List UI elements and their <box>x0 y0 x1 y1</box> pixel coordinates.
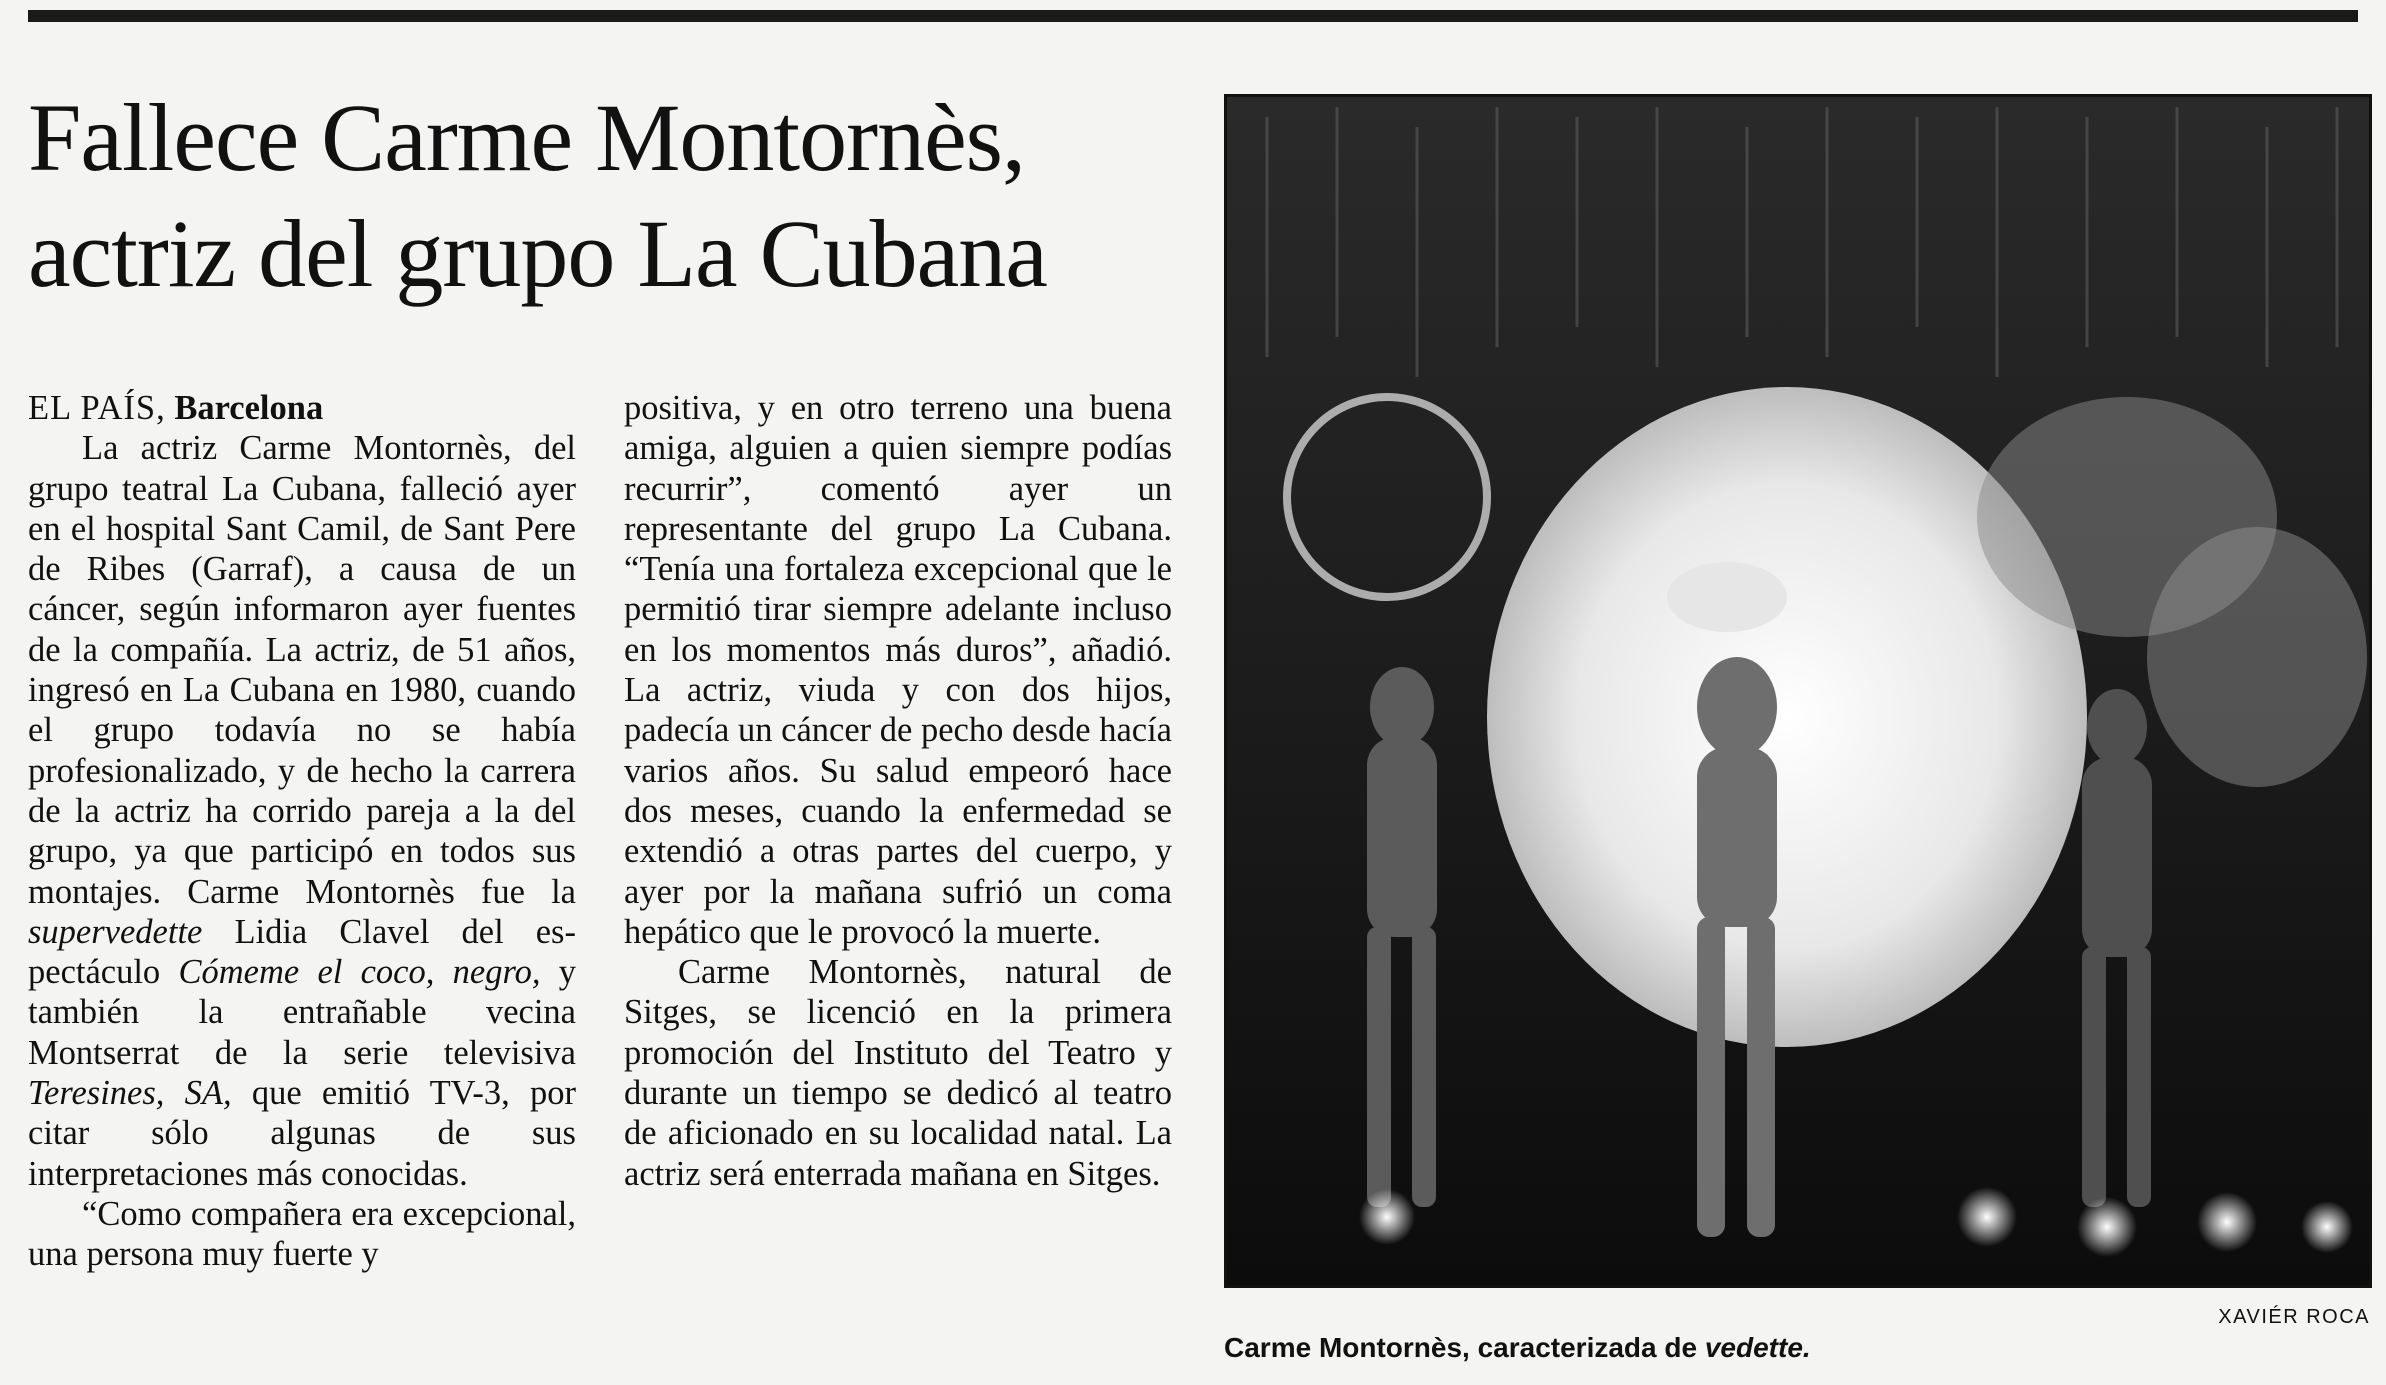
headline <box>28 80 1178 312</box>
paragraph-1-text-c: y también la entrañable vecina Montserrat de la serie televisiva <box>28 953 577 1072</box>
paragraph-3: positiva, y en otro terreno una buena amiga, alguien a quien siempre podías recurrir”, comentó ayer un representante del grupo La Cubana. “Tenía una fortaleza excepcional que le permitió tirar siempre adelante incluso en los momentos más duros”, añadió. La actriz, viuda y con dos hijos, padecía un cáncer de pecho desde hacía varios años. Su salud empeoró hace dos meses, cuando la enfermedad se extendió a otras partes del cuerpo, y ayer por la mañana sufrió un coma hepático que le provocó la muerte. <box>624 389 1172 951</box>
headline-line-2: actriz del grupo La Cubana <box>28 200 1047 307</box>
paragraph-1-text-b: Lidia Clavel del espectáculo <box>28 912 576 992</box>
article-column-2 <box>624 388 1172 1194</box>
paragraph-1-italic-3: Teresines, SA, <box>28 1074 232 1113</box>
paragraph-1-italic-1: supervedette <box>28 912 203 951</box>
paragraph-1 <box>28 428 576 1194</box>
paragraph-1-text-d: que emitió TV-3, por citar sólo algunas de sus interpretaciones más conocidas. <box>28 1074 576 1193</box>
photo-caption <box>1224 1332 1811 1364</box>
photo-credit: XAVIÉR ROCA <box>2218 1306 2370 1328</box>
photo-caption-text: Carme Montornès, caracterizada de <box>1224 1332 1705 1363</box>
paragraph-1-italic-2: Cómeme el coco, negro, <box>178 953 541 992</box>
dateline <box>28 388 576 428</box>
dateline-city: Barcelona <box>174 389 324 427</box>
article-column-1 <box>28 388 576 1275</box>
photo-caption-italic: vedette. <box>1704 1332 1811 1363</box>
top-rule <box>28 10 2358 22</box>
stage-photo-image <box>1227 97 2369 1285</box>
headline-line-1: Fallece Carme Montornès, <box>28 84 1026 191</box>
paragraph-2: “Como compañera era excepcional, una persona muy fuerte y <box>28 1194 576 1274</box>
stage-photo <box>1224 94 2372 1288</box>
paragraph-1-text-a: La actriz Carme Montornès, del grupo teatral La Cubana, falleció ayer en el hospital Sant Camil, de Sant Pere de Ribes (Garraf), a causa de un cáncer, según informaron ayer fuentes de la compañía. La actriz, de 51 años, ingresó en La Cubana en 1980, cuando el grupo todavía no se había profesionalizado, y de hecho la carrera de la actriz ha corrido pareja a la del grupo, ya que participó en todos sus montajes. Carme Montornès fue la <box>28 429 576 911</box>
paragraph-4: Carme Montornès, natural de Sitges, se licenció en la primera promoción del Instituto del Teatro y durante un tiempo se dedicó al teatro de aficionado en su localidad natal. La actriz será enterrada mañana en Sitges. <box>624 953 1172 1193</box>
dateline-agency: EL PAÍS, <box>28 389 166 427</box>
